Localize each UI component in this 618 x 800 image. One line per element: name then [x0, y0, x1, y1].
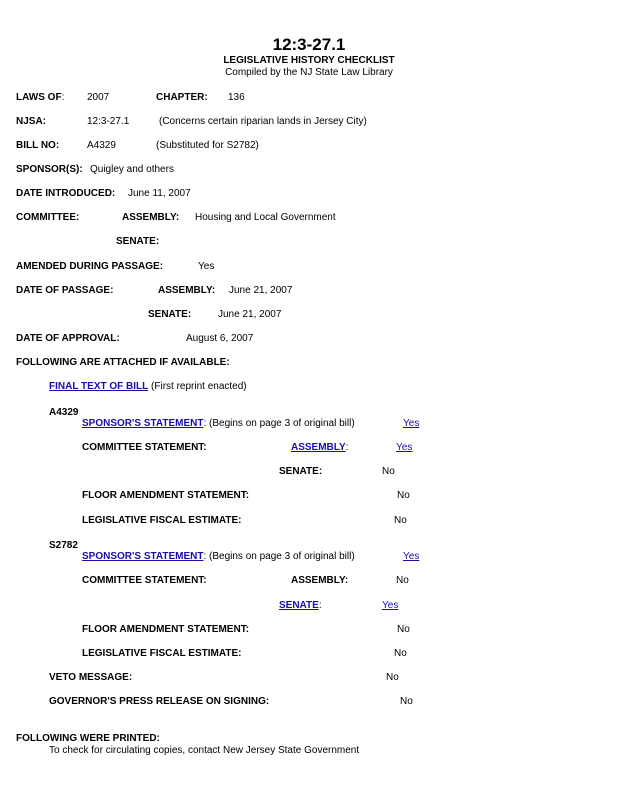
s2782-senate-yes-link[interactable]: Yes	[382, 600, 399, 611]
passage-senate-label: SENATE:	[148, 309, 192, 320]
s2782-sponsor-note: : (Begins on page 3 of original bill)	[203, 551, 355, 562]
s2782-assembly-value: No	[396, 575, 409, 586]
a4329-sponsor-row	[82, 419, 355, 429]
s2782-senate-colon: :	[318, 600, 322, 611]
s2782-floor-label: FLOOR AMENDMENT STATEMENT:	[82, 624, 250, 635]
s2782-fiscal-label: LEGISLATIVE FISCAL ESTIMATE:	[82, 648, 242, 659]
bill-no-label: BILL NO:	[16, 140, 60, 151]
press-release-label: GOVERNOR'S PRESS RELEASE ON SIGNING:	[49, 696, 270, 707]
a4329-fiscal-label: LEGISLATIVE FISCAL ESTIMATE:	[82, 515, 242, 526]
s2782-sponsor-yes-link[interactable]: Yes	[403, 551, 420, 562]
committee-assembly-label: ASSEMBLY:	[122, 212, 180, 223]
printed-note: To check for circulating copies, contact New Jersey State Government	[49, 745, 360, 756]
passage-assembly-value: June 21, 2007	[229, 285, 293, 296]
a4329-assembly-yes-link[interactable]: Yes	[396, 442, 413, 453]
laws-of-value: 2007	[87, 92, 110, 103]
date-introduced-value: June 11, 2007	[128, 188, 191, 199]
s2782-assembly-label: ASSEMBLY:	[291, 575, 349, 586]
final-text-note: (First reprint enacted)	[151, 381, 247, 392]
a4329-sponsor-statement-link[interactable]: SPONSOR'S STATEMENT	[82, 418, 204, 429]
a4329-committee-label: COMMITTEE STATEMENT:	[82, 442, 207, 453]
page-title: 12:3-27.1	[272, 35, 346, 54]
bill-no-note: (Substituted for S2782)	[156, 140, 259, 151]
sponsors-label: SPONSOR(S):	[16, 164, 83, 175]
a4329-fiscal-value: No	[394, 515, 407, 526]
s2782-fiscal-value: No	[394, 648, 407, 659]
date-introduced-label: DATE INTRODUCED:	[16, 188, 116, 199]
a4329-sponsor-yes-link[interactable]: Yes	[403, 418, 420, 429]
s2782-sponsor-statement-link[interactable]: SPONSOR'S STATEMENT	[82, 551, 204, 562]
chapter-label: CHAPTER:	[156, 92, 208, 103]
njsa-description: (Concerns certain riparian lands in Jersey City)	[159, 116, 367, 127]
njsa-value: 12:3-27.1	[87, 116, 130, 127]
s2782-floor-value: No	[397, 624, 410, 635]
a4329-assembly-colon: :	[345, 442, 349, 453]
passage-senate-value: June 21, 2007	[218, 309, 282, 320]
chapter-value: 136	[228, 92, 245, 103]
veto-label: VETO MESSAGE:	[49, 672, 133, 683]
committee-senate-label: SENATE:	[116, 236, 160, 247]
committee-assembly-value: Housing and Local Government	[195, 212, 336, 223]
a4329-senate-value: No	[382, 466, 395, 477]
compiled-by: Compiled by the NJ State Law Library	[225, 67, 393, 78]
s2782-committee-label: COMMITTEE STATEMENT:	[82, 575, 207, 586]
printed-heading: FOLLOWING WERE PRINTED:	[16, 733, 160, 744]
amended-label: AMENDED DURING PASSAGE:	[16, 261, 164, 272]
a4329-floor-value: No	[397, 490, 410, 501]
a4329-sponsor-note: : (Begins on page 3 of original bill)	[203, 418, 355, 429]
passage-assembly-label: ASSEMBLY:	[158, 285, 216, 296]
committee-label: COMMITTEE:	[16, 212, 80, 223]
final-text-link[interactable]: FINAL TEXT OF BILL	[49, 381, 149, 392]
s2782-senate-link[interactable]: SENATE	[279, 600, 319, 611]
s2782-sponsor-row	[82, 552, 355, 562]
laws-of-label: LAWS OF:	[16, 92, 65, 103]
press-release-value: No	[400, 696, 413, 707]
veto-value: No	[386, 672, 399, 683]
a4329-assembly-link[interactable]: ASSEMBLY	[291, 442, 346, 453]
a4329-bill-label: A4329	[49, 407, 79, 418]
a4329-assembly-row	[291, 443, 348, 453]
date-of-approval-label: DATE OF APPROVAL:	[16, 333, 120, 344]
sponsors-value: Quigley and others	[90, 164, 174, 175]
date-of-approval-value: August 6, 2007	[186, 333, 254, 344]
attached-heading: FOLLOWING ARE ATTACHED IF AVAILABLE:	[16, 357, 230, 368]
amended-value: Yes	[198, 261, 215, 272]
s2782-bill-label: S2782	[49, 540, 78, 551]
a4329-senate-label: SENATE:	[279, 466, 323, 477]
page-subtitle: LEGISLATIVE HISTORY CHECKLIST	[223, 55, 395, 66]
bill-no-value: A4329	[87, 140, 116, 151]
final-text-row	[49, 382, 247, 392]
a4329-floor-label: FLOOR AMENDMENT STATEMENT:	[82, 490, 250, 501]
s2782-senate-row	[279, 601, 322, 611]
date-of-passage-label: DATE OF PASSAGE:	[16, 285, 114, 296]
njsa-label: NJSA:	[16, 116, 47, 127]
